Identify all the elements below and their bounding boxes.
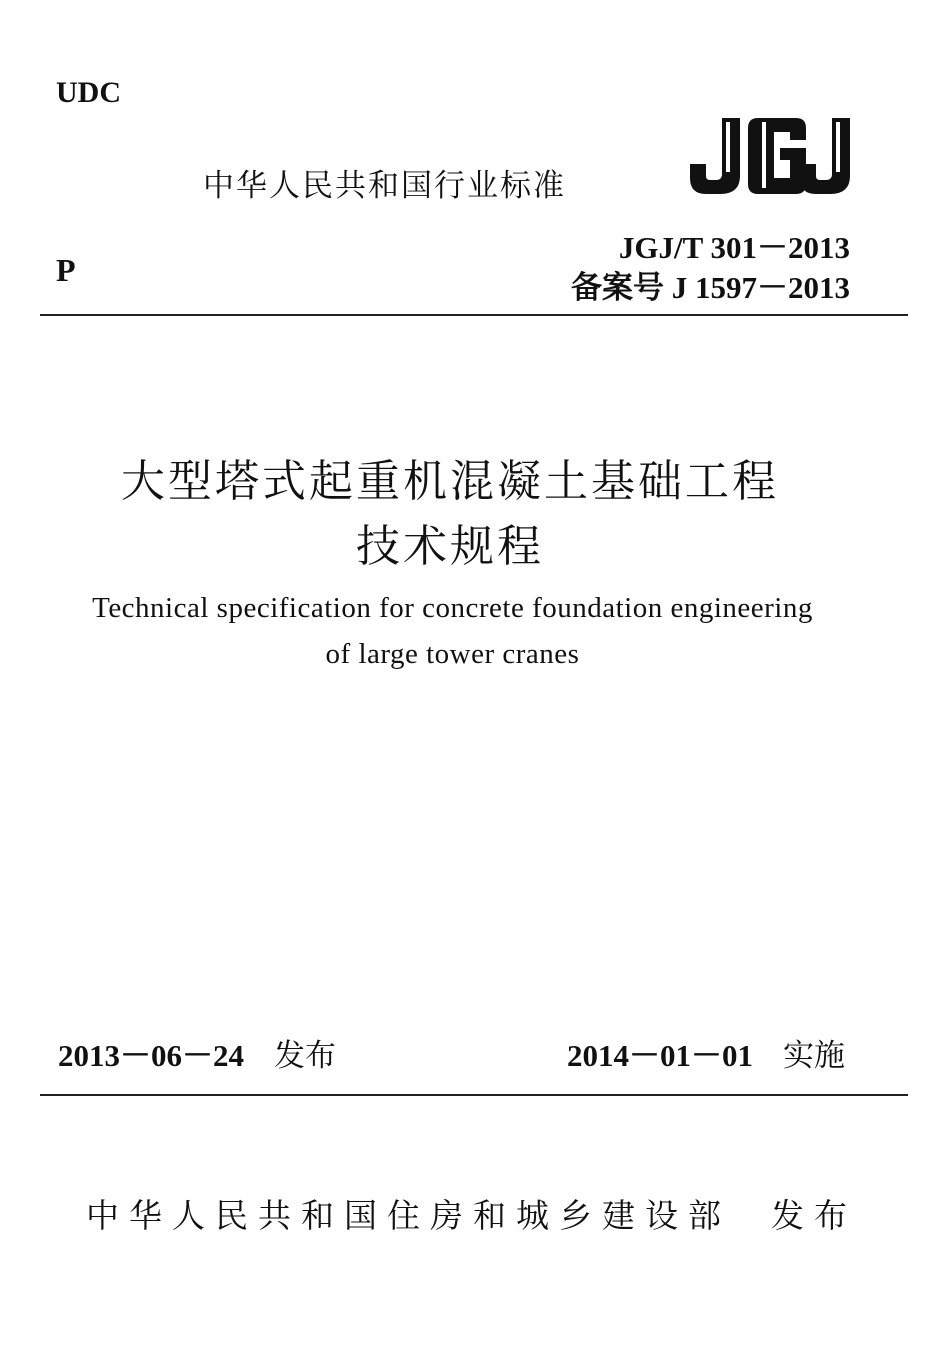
issue-label: 发布 — [274, 1038, 336, 1074]
publisher-block — [86, 1190, 857, 1237]
top-divider — [40, 314, 908, 316]
filing-number: 备案号 J 1597－2013 — [571, 270, 850, 305]
publish-label: 发布 — [771, 1196, 857, 1235]
jgj-logo — [688, 114, 854, 196]
implement-date-block — [567, 1030, 845, 1075]
implement-label: 实施 — [783, 1038, 845, 1074]
standard-type: 中华人民共和国行业标准 — [203, 168, 566, 204]
title-en-line2: of large tower cranes — [325, 638, 580, 670]
publisher-name: 中华人民共和国住房和城乡建设部 — [86, 1196, 731, 1235]
udc-label: UDC — [56, 76, 121, 109]
standard-code: JGJ/T 301－2013 — [618, 230, 850, 265]
title-cn-line2: 技术规程 — [356, 522, 544, 571]
bottom-divider — [40, 1094, 908, 1096]
title-en-line1: Technical specification for concrete foundation engineering — [92, 592, 813, 624]
title-cn-line1: 大型塔式起重机混凝土基础工程 — [121, 457, 779, 506]
issue-date: 2013－06－24 — [58, 1038, 244, 1073]
issue-date-block — [58, 1030, 336, 1075]
classification-code: P — [56, 252, 76, 288]
implement-date: 2014－01－01 — [567, 1038, 753, 1073]
